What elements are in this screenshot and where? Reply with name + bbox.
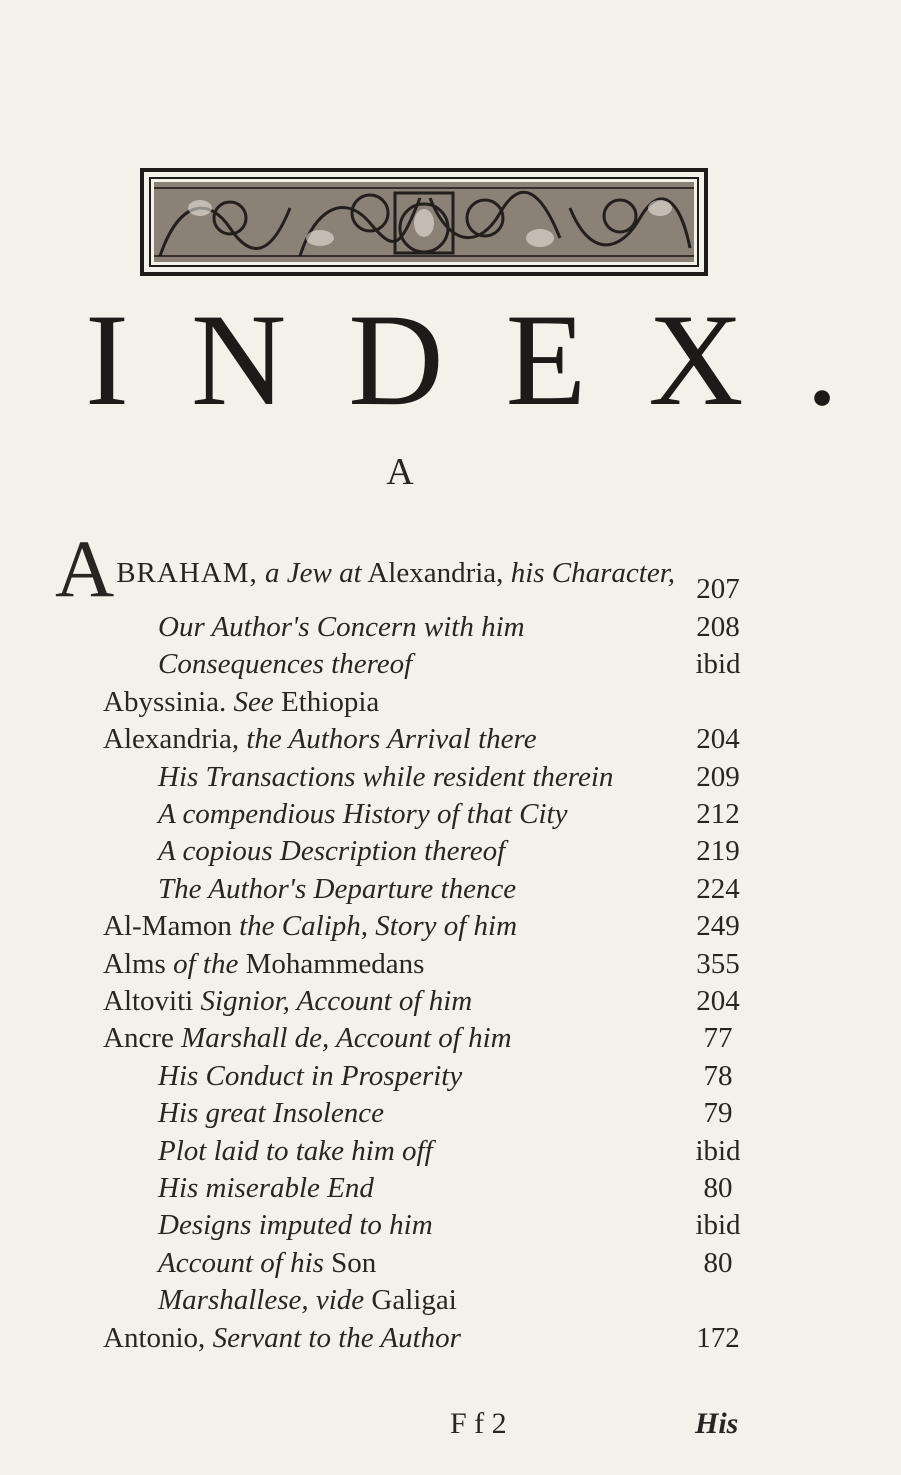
index-entry [0,1021,800,1055]
entry-segment: The Author's Departure thence [158,872,517,905]
page-number: ibid [695,648,741,681]
page-number: 355 [696,947,740,980]
entry-head: BRAHAM, [116,557,258,589]
index-entry [0,722,800,756]
page-number: 208 [696,611,740,643]
entry-segment: His great Insolence [158,1097,385,1130]
page-number: 209 [696,760,740,793]
index-entry [0,797,800,831]
page-number: 79 [703,1097,733,1130]
index-entry [0,947,800,981]
index-entry [0,834,800,868]
entry-text [158,760,613,794]
entry-segment: the Caliph, Story of him [239,910,518,943]
entry-segment: Mohammedans [238,947,425,980]
section-letter: A [386,451,414,493]
entry-text [158,834,505,868]
entry-segment: of the [173,947,239,980]
entry-desc: a Jew at [265,557,362,589]
entry-segment: His Conduct in Prosperity [158,1059,463,1092]
entry-place: Alexandria, [367,557,504,589]
entry-segment: Antonio, [103,1321,213,1354]
entry-text [103,722,537,756]
page-number: ibid [695,1209,741,1242]
entry-segment: See [233,685,274,718]
page-number: 212 [696,798,740,830]
drop-cap: A [55,523,113,614]
entry-segment: Ancre [103,1022,182,1055]
entry-text [158,1134,433,1168]
page-number: 78 [703,1059,733,1092]
index-entry [0,1096,800,1130]
entry-text [158,610,525,644]
entry-segment: A copious Description thereof [158,835,506,868]
entry-segment: Our Author's Concern with him [158,611,525,643]
page-number: 249 [696,910,740,943]
page-number: 224 [696,872,740,905]
entry-segment: Al-Mamon [103,910,240,943]
entry-segment: His Transactions while resident therein [158,760,614,793]
signature-mark: F f 2 [450,1407,507,1440]
index-entry [0,647,800,681]
index-entry [0,1208,800,1242]
page-number: 204 [696,723,740,756]
page-number: 77 [703,1022,733,1055]
page-number: 207 [696,573,740,605]
page-title: INDEX. [85,286,901,433]
entry-segment: Designs imputed to him [158,1209,433,1242]
entry-desc: his Character, [510,557,676,589]
index-entry [0,685,800,719]
entry-text [158,1059,462,1093]
entry-text [158,872,516,906]
page-number: 172 [696,1321,740,1354]
page-number: 219 [696,835,740,868]
entry-segment: Son [331,1246,377,1279]
entry-text [103,1321,461,1355]
entry-text [158,647,412,681]
entry-segment: Consequences thereof [158,648,413,681]
entry-text [103,984,472,1018]
index-entry [0,1321,800,1355]
entry-text [158,1171,374,1205]
index-entry [0,1059,800,1093]
index-entry [0,1283,800,1317]
index-entry [0,1171,800,1205]
entry-text [103,947,424,981]
entry-segment: Ethiopia [273,685,380,718]
entry-text [158,1246,376,1280]
entry-segment: Abyssinia. [103,685,234,718]
index-entry [0,610,800,644]
entry-segment: A compendious History of that City [158,798,568,830]
page-number: 80 [703,1172,733,1204]
entry-text [103,685,379,719]
entry-segment: Marshall de, Account of him [181,1022,512,1055]
entry-segment: Alexandria, [103,723,247,756]
entry-text [158,797,567,831]
index-entry [0,760,800,794]
entry-segment: Galigai [371,1284,457,1317]
entry-text [103,909,517,943]
entry-segment: Altoviti [103,985,201,1017]
page-number: 80 [703,1246,733,1279]
entry-text [103,1021,512,1055]
entry-segment: Signior, Account of him [200,985,473,1017]
entry-text [158,1208,433,1242]
entry-segment: Account of his [158,1246,332,1279]
entry-text [158,1283,457,1317]
entry-segment: His miserable End [158,1172,374,1204]
entry-segment: Alms [103,947,174,980]
ornamental-headpiece-icon [140,168,708,276]
entry-segment: the Authors Arrival there [246,723,537,756]
index-entry [0,1134,800,1168]
catchword: His [695,1407,739,1440]
page-number: 204 [696,985,740,1017]
entry-segment: Marshallese, vide [158,1284,372,1317]
index-entry [0,909,800,943]
entry-text [158,1096,384,1130]
index-entry [0,984,800,1018]
index-entry-page-row [0,572,800,606]
entry-segment: Plot laid to take him off [158,1134,433,1167]
entry-segment: Servant to the Author [212,1321,461,1354]
page-number: ibid [695,1134,741,1167]
index-entry [0,872,800,906]
index-entry [0,1246,800,1280]
